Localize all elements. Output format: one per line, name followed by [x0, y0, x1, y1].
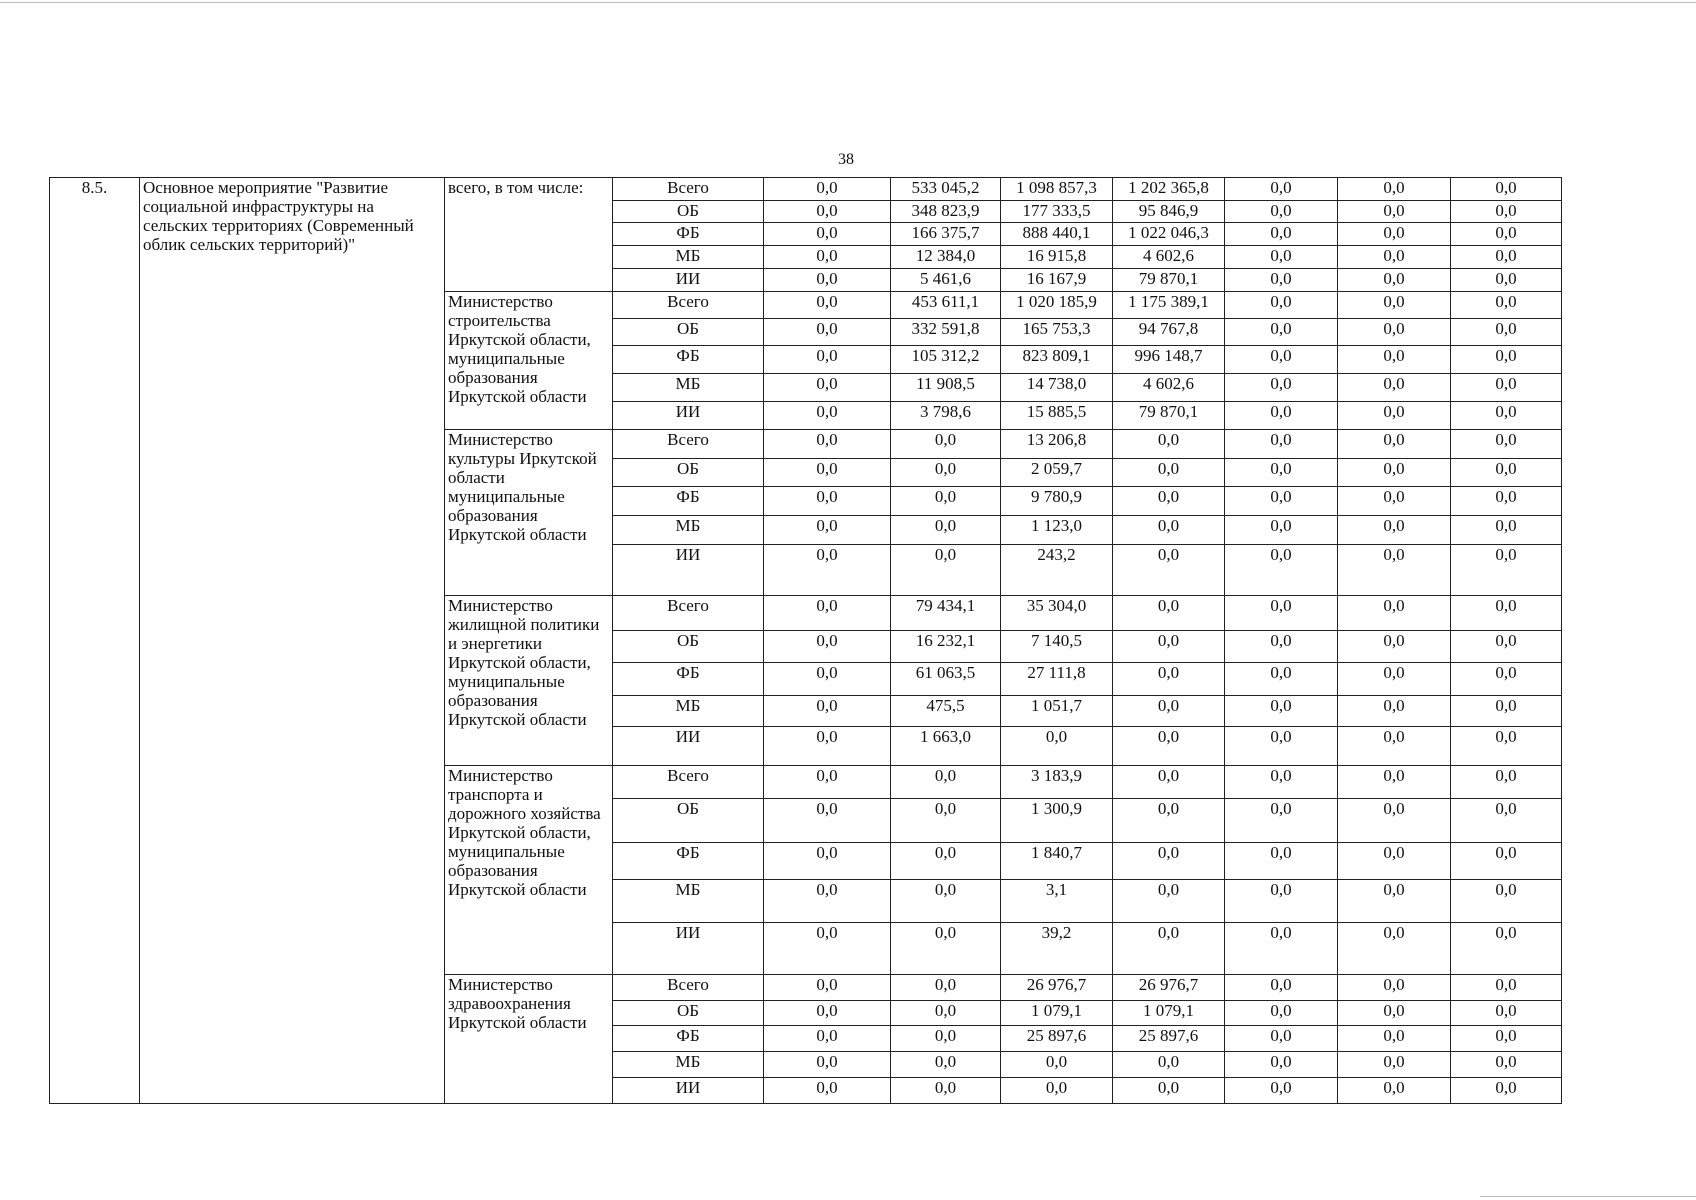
- value-cell: 0,0: [1001, 1052, 1113, 1078]
- funding-source-cell: ФБ: [613, 486, 764, 515]
- value-cell: 0,0: [1451, 1000, 1562, 1026]
- value-cell: 533 045,2: [891, 178, 1001, 201]
- value-cell: 0,0: [1225, 246, 1338, 269]
- value-cell: 0,0: [764, 402, 891, 430]
- value-cell: 243,2: [1001, 544, 1113, 596]
- value-cell: 0,0: [764, 486, 891, 515]
- value-cell: 0,0: [1113, 630, 1225, 662]
- value-cell: 0,0: [1338, 486, 1451, 515]
- value-cell: 0,0: [764, 974, 891, 1000]
- value-cell: 3 183,9: [1001, 765, 1113, 798]
- value-cell: 0,0: [1225, 200, 1338, 223]
- executor-cell: всего, в том числе:: [445, 178, 613, 292]
- funding-source-cell: Всего: [613, 291, 764, 318]
- value-cell: 0,0: [1451, 268, 1562, 291]
- value-cell: 0,0: [1001, 1077, 1113, 1103]
- value-cell: 13 206,8: [1001, 430, 1113, 459]
- value-cell: 11 908,5: [891, 374, 1001, 402]
- value-cell: 0,0: [1451, 1052, 1562, 1078]
- value-cell: 0,0: [1338, 246, 1451, 269]
- value-cell: 1 202 365,8: [1113, 178, 1225, 201]
- value-cell: 35 304,0: [1001, 596, 1113, 630]
- funding-source-cell: МБ: [613, 1052, 764, 1078]
- value-cell: 0,0: [1225, 459, 1338, 487]
- value-cell: 0,0: [1338, 223, 1451, 246]
- value-cell: 0,0: [891, 1052, 1001, 1078]
- funding-source-cell: МБ: [613, 879, 764, 922]
- value-cell: 0,0: [1113, 459, 1225, 487]
- value-cell: 0,0: [1338, 1077, 1451, 1103]
- value-cell: 0,0: [1451, 200, 1562, 223]
- value-cell: 1 051,7: [1001, 695, 1113, 726]
- value-cell: 1 079,1: [1001, 1000, 1113, 1026]
- value-cell: 0,0: [1113, 923, 1225, 975]
- value-cell: 0,0: [1451, 662, 1562, 695]
- funding-source-cell: ОБ: [613, 630, 764, 662]
- value-cell: 0,0: [764, 798, 891, 842]
- funding-source-cell: ИИ: [613, 923, 764, 975]
- funding-source-cell: МБ: [613, 374, 764, 402]
- value-cell: 0,0: [1113, 544, 1225, 596]
- funding-source-cell: ОБ: [613, 200, 764, 223]
- value-cell: 0,0: [1113, 798, 1225, 842]
- value-cell: 0,0: [1225, 726, 1338, 765]
- value-cell: 0,0: [1451, 1026, 1562, 1052]
- value-cell: 0,0: [1225, 318, 1338, 346]
- value-cell: 9 780,9: [1001, 486, 1113, 515]
- value-cell: 0,0: [891, 798, 1001, 842]
- value-cell: 0,0: [1113, 486, 1225, 515]
- funding-source-cell: ФБ: [613, 843, 764, 879]
- executor-cell: Министерство культуры Иркутской области муниципальные образования Иркутской области: [445, 430, 613, 596]
- value-cell: 0,0: [1225, 974, 1338, 1000]
- value-cell: 0,0: [1338, 726, 1451, 765]
- value-cell: 0,0: [764, 246, 891, 269]
- value-cell: 0,0: [1338, 178, 1451, 201]
- value-cell: 0,0: [1338, 695, 1451, 726]
- value-cell: 14 738,0: [1001, 374, 1113, 402]
- value-cell: 0,0: [1338, 630, 1451, 662]
- value-cell: 0,0: [1338, 291, 1451, 318]
- value-cell: 79 870,1: [1113, 402, 1225, 430]
- value-cell: 0,0: [1001, 726, 1113, 765]
- value-cell: 0,0: [1225, 630, 1338, 662]
- value-cell: 0,0: [1225, 430, 1338, 459]
- value-cell: 0,0: [1451, 923, 1562, 975]
- value-cell: 0,0: [1338, 879, 1451, 922]
- value-cell: 0,0: [1225, 1077, 1338, 1103]
- value-cell: 0,0: [1451, 178, 1562, 201]
- value-cell: 0,0: [764, 695, 891, 726]
- value-cell: 177 333,5: [1001, 200, 1113, 223]
- value-cell: 0,0: [1451, 459, 1562, 487]
- value-cell: 0,0: [1451, 843, 1562, 879]
- value-cell: 0,0: [1113, 1052, 1225, 1078]
- value-cell: 0,0: [1225, 515, 1338, 544]
- executor-cell: Министерство строительства Иркутской области, муниципальные образования Иркутской области: [445, 291, 613, 429]
- value-cell: 39,2: [1001, 923, 1113, 975]
- value-cell: 7 140,5: [1001, 630, 1113, 662]
- value-cell: 0,0: [1113, 843, 1225, 879]
- value-cell: 16 232,1: [891, 630, 1001, 662]
- funding-source-cell: ИИ: [613, 726, 764, 765]
- value-cell: 0,0: [1338, 798, 1451, 842]
- scan-edge-line: [0, 2, 1696, 3]
- value-cell: 0,0: [1113, 515, 1225, 544]
- value-cell: 0,0: [1451, 430, 1562, 459]
- value-cell: 16 915,8: [1001, 246, 1113, 269]
- value-cell: 0,0: [1338, 459, 1451, 487]
- value-cell: 16 167,9: [1001, 268, 1113, 291]
- value-cell: 0,0: [1338, 596, 1451, 630]
- value-cell: 0,0: [1113, 765, 1225, 798]
- value-cell: 348 823,9: [891, 200, 1001, 223]
- value-cell: 25 897,6: [1113, 1026, 1225, 1052]
- value-cell: 0,0: [1451, 291, 1562, 318]
- value-cell: 0,0: [1338, 662, 1451, 695]
- funding-source-cell: Всего: [613, 974, 764, 1000]
- value-cell: 26 976,7: [1113, 974, 1225, 1000]
- value-cell: 0,0: [1225, 346, 1338, 374]
- value-cell: 1 020 185,9: [1001, 291, 1113, 318]
- value-cell: 0,0: [1225, 544, 1338, 596]
- value-cell: 165 753,3: [1001, 318, 1113, 346]
- value-cell: 0,0: [1225, 923, 1338, 975]
- value-cell: 0,0: [1225, 291, 1338, 318]
- value-cell: 0,0: [764, 1052, 891, 1078]
- value-cell: 0,0: [1451, 695, 1562, 726]
- funding-source-cell: ИИ: [613, 402, 764, 430]
- value-cell: 0,0: [1225, 223, 1338, 246]
- value-cell: 26 976,7: [1001, 974, 1113, 1000]
- item-number: 8.5.: [50, 178, 140, 1104]
- value-cell: 95 846,9: [1113, 200, 1225, 223]
- value-cell: 12 384,0: [891, 246, 1001, 269]
- value-cell: 1 663,0: [891, 726, 1001, 765]
- funding-source-cell: ФБ: [613, 223, 764, 246]
- funding-source-cell: Всего: [613, 596, 764, 630]
- value-cell: 0,0: [1225, 268, 1338, 291]
- value-cell: 0,0: [1451, 1077, 1562, 1103]
- value-cell: 0,0: [891, 486, 1001, 515]
- value-cell: 0,0: [764, 544, 891, 596]
- value-cell: 0,0: [1225, 596, 1338, 630]
- value-cell: 0,0: [891, 515, 1001, 544]
- value-cell: 0,0: [1113, 1077, 1225, 1103]
- funding-source-cell: Всего: [613, 178, 764, 201]
- value-cell: 0,0: [1225, 843, 1338, 879]
- value-cell: 0,0: [1113, 695, 1225, 726]
- executor-cell: Министерство жилищной политики и энергетики Иркутской области, муниципальные образования Иркутской области: [445, 596, 613, 765]
- scan-edge-line: [1480, 1196, 1696, 1197]
- value-cell: 0,0: [1338, 430, 1451, 459]
- value-cell: 0,0: [1338, 1026, 1451, 1052]
- funding-source-cell: Всего: [613, 430, 764, 459]
- value-cell: 0,0: [891, 1000, 1001, 1026]
- value-cell: 0,0: [1451, 974, 1562, 1000]
- value-cell: 0,0: [891, 765, 1001, 798]
- executor-cell: Министерство транспорта и дорожного хозяйства Иркутской области, муниципальные образования Иркутской области: [445, 765, 613, 974]
- value-cell: 0,0: [1113, 662, 1225, 695]
- funding-source-cell: ИИ: [613, 268, 764, 291]
- value-cell: 0,0: [1451, 798, 1562, 842]
- value-cell: 0,0: [1225, 879, 1338, 922]
- value-cell: 4 602,6: [1113, 246, 1225, 269]
- value-cell: 0,0: [1338, 1052, 1451, 1078]
- value-cell: 0,0: [1338, 843, 1451, 879]
- value-cell: 0,0: [764, 515, 891, 544]
- value-cell: 0,0: [764, 374, 891, 402]
- budget-table: [49, 177, 1562, 1104]
- value-cell: 0,0: [764, 223, 891, 246]
- value-cell: 0,0: [764, 1026, 891, 1052]
- value-cell: 0,0: [891, 430, 1001, 459]
- value-cell: 0,0: [1451, 246, 1562, 269]
- value-cell: 0,0: [1338, 402, 1451, 430]
- value-cell: 94 767,8: [1113, 318, 1225, 346]
- value-cell: 0,0: [1225, 765, 1338, 798]
- value-cell: 0,0: [891, 923, 1001, 975]
- value-cell: 79 870,1: [1113, 268, 1225, 291]
- value-cell: 0,0: [1451, 346, 1562, 374]
- value-cell: 0,0: [1225, 1026, 1338, 1052]
- value-cell: 1 175 389,1: [1113, 291, 1225, 318]
- value-cell: 0,0: [1338, 318, 1451, 346]
- value-cell: 166 375,7: [891, 223, 1001, 246]
- value-cell: 0,0: [764, 765, 891, 798]
- value-cell: 0,0: [1451, 402, 1562, 430]
- value-cell: 0,0: [764, 662, 891, 695]
- funding-source-cell: ИИ: [613, 1077, 764, 1103]
- funding-source-cell: МБ: [613, 515, 764, 544]
- value-cell: 3,1: [1001, 879, 1113, 922]
- value-cell: 0,0: [1225, 178, 1338, 201]
- value-cell: 0,0: [1225, 1052, 1338, 1078]
- value-cell: 2 059,7: [1001, 459, 1113, 487]
- value-cell: 0,0: [1113, 879, 1225, 922]
- value-cell: 823 809,1: [1001, 346, 1113, 374]
- value-cell: 475,5: [891, 695, 1001, 726]
- value-cell: 0,0: [1113, 430, 1225, 459]
- value-cell: 0,0: [764, 1000, 891, 1026]
- funding-source-cell: ФБ: [613, 1026, 764, 1052]
- value-cell: 0,0: [1338, 346, 1451, 374]
- value-cell: 3 798,6: [891, 402, 1001, 430]
- value-cell: 0,0: [1451, 596, 1562, 630]
- value-cell: 61 063,5: [891, 662, 1001, 695]
- executor-cell: Министерство здравоохранения Иркутской области: [445, 974, 613, 1103]
- value-cell: 0,0: [1451, 318, 1562, 346]
- value-cell: 0,0: [764, 923, 891, 975]
- value-cell: 0,0: [1338, 268, 1451, 291]
- value-cell: 0,0: [1451, 515, 1562, 544]
- funding-source-cell: МБ: [613, 246, 764, 269]
- value-cell: 1 079,1: [1113, 1000, 1225, 1026]
- value-cell: 0,0: [1113, 726, 1225, 765]
- value-cell: 0,0: [764, 596, 891, 630]
- funding-source-cell: Всего: [613, 765, 764, 798]
- value-cell: 0,0: [891, 1026, 1001, 1052]
- value-cell: 0,0: [1225, 798, 1338, 842]
- value-cell: 332 591,8: [891, 318, 1001, 346]
- value-cell: 15 885,5: [1001, 402, 1113, 430]
- value-cell: 0,0: [1451, 630, 1562, 662]
- value-cell: 0,0: [1451, 726, 1562, 765]
- value-cell: 0,0: [764, 318, 891, 346]
- funding-source-cell: ФБ: [613, 346, 764, 374]
- value-cell: 0,0: [764, 346, 891, 374]
- value-cell: 0,0: [1225, 486, 1338, 515]
- value-cell: 0,0: [891, 879, 1001, 922]
- value-cell: 0,0: [1338, 374, 1451, 402]
- funding-source-cell: МБ: [613, 695, 764, 726]
- value-cell: 0,0: [1225, 695, 1338, 726]
- value-cell: 105 312,2: [891, 346, 1001, 374]
- value-cell: 0,0: [891, 974, 1001, 1000]
- value-cell: 0,0: [764, 879, 891, 922]
- item-name: Основное мероприятие "Развитие социальной инфраструктуры на сельских территориях (Современный облик сельских территорий)": [140, 178, 445, 1104]
- table-row: [50, 178, 1562, 201]
- value-cell: 1 300,9: [1001, 798, 1113, 842]
- value-cell: 0,0: [1338, 765, 1451, 798]
- funding-source-cell: ОБ: [613, 459, 764, 487]
- value-cell: 0,0: [764, 630, 891, 662]
- value-cell: 0,0: [1225, 402, 1338, 430]
- value-cell: 0,0: [764, 843, 891, 879]
- value-cell: 0,0: [1451, 765, 1562, 798]
- value-cell: 1 840,7: [1001, 843, 1113, 879]
- funding-source-cell: ИИ: [613, 544, 764, 596]
- value-cell: 0,0: [1451, 374, 1562, 402]
- value-cell: 0,0: [1225, 1000, 1338, 1026]
- value-cell: 0,0: [1451, 486, 1562, 515]
- value-cell: 0,0: [1225, 662, 1338, 695]
- funding-source-cell: ОБ: [613, 1000, 764, 1026]
- value-cell: 1 022 046,3: [1113, 223, 1225, 246]
- value-cell: 0,0: [891, 1077, 1001, 1103]
- page-number: 38: [838, 151, 854, 168]
- value-cell: 0,0: [891, 544, 1001, 596]
- value-cell: 0,0: [764, 1077, 891, 1103]
- value-cell: 0,0: [1338, 974, 1451, 1000]
- value-cell: 0,0: [1338, 1000, 1451, 1026]
- funding-source-cell: ОБ: [613, 318, 764, 346]
- value-cell: 0,0: [764, 430, 891, 459]
- value-cell: 5 461,6: [891, 268, 1001, 291]
- value-cell: 0,0: [764, 726, 891, 765]
- value-cell: 0,0: [764, 200, 891, 223]
- value-cell: 25 897,6: [1001, 1026, 1113, 1052]
- value-cell: 4 602,6: [1113, 374, 1225, 402]
- value-cell: 0,0: [1451, 544, 1562, 596]
- value-cell: 27 111,8: [1001, 662, 1113, 695]
- value-cell: 0,0: [1338, 200, 1451, 223]
- value-cell: 1 123,0: [1001, 515, 1113, 544]
- value-cell: 888 440,1: [1001, 223, 1113, 246]
- funding-source-cell: ОБ: [613, 798, 764, 842]
- funding-source-cell: ФБ: [613, 662, 764, 695]
- value-cell: 0,0: [1338, 515, 1451, 544]
- value-cell: 453 611,1: [891, 291, 1001, 318]
- value-cell: 0,0: [1338, 544, 1451, 596]
- value-cell: 0,0: [891, 843, 1001, 879]
- value-cell: 996 148,7: [1113, 346, 1225, 374]
- value-cell: 0,0: [1451, 223, 1562, 246]
- value-cell: 79 434,1: [891, 596, 1001, 630]
- value-cell: 0,0: [1338, 923, 1451, 975]
- value-cell: 1 098 857,3: [1001, 178, 1113, 201]
- value-cell: 0,0: [764, 178, 891, 201]
- value-cell: 0,0: [1451, 879, 1562, 922]
- value-cell: 0,0: [1113, 596, 1225, 630]
- value-cell: 0,0: [891, 459, 1001, 487]
- value-cell: 0,0: [764, 459, 891, 487]
- value-cell: 0,0: [764, 268, 891, 291]
- value-cell: 0,0: [764, 291, 891, 318]
- value-cell: 0,0: [1225, 374, 1338, 402]
